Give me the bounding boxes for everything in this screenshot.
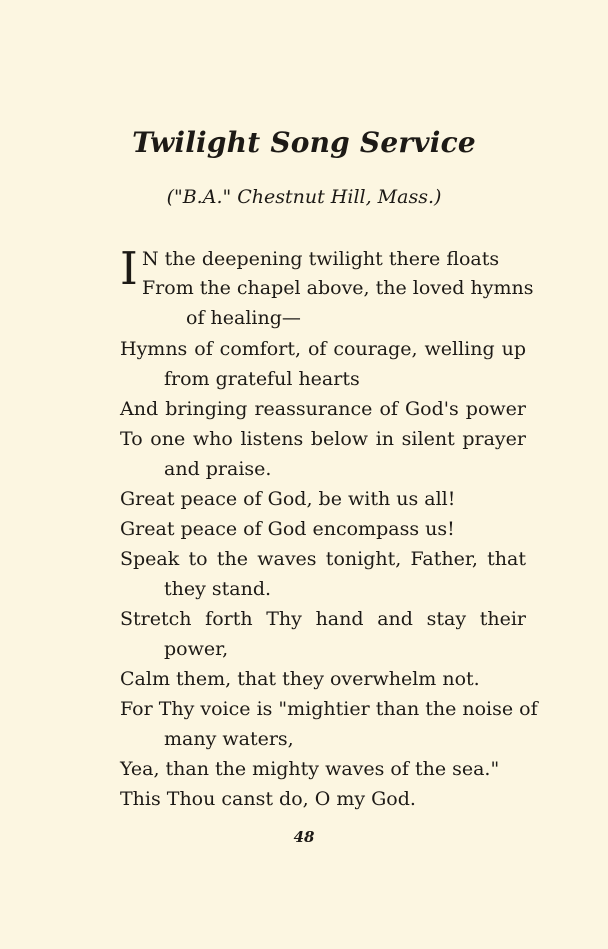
poem-line: Great peace of God, be with us all! <box>120 488 456 510</box>
page-title: Twilight Song Service <box>132 126 476 159</box>
poem-line: Speak to the waves tonight, Father, that <box>120 548 526 570</box>
poem-line: and praise. <box>164 458 272 480</box>
poem-line: To one who listens below in silent prayer <box>120 428 526 450</box>
poem-line: Calm them, that they overwhelm not. <box>120 668 480 690</box>
poem-line: from grateful hearts <box>164 368 360 390</box>
drop-cap: I <box>120 242 138 295</box>
poem-line: many waters, <box>164 728 294 750</box>
poem-line: Great peace of God encompass us! <box>120 518 455 540</box>
poem-line: Yea, than the mighty waves of the sea." <box>120 758 500 780</box>
page-subtitle: ("B.A." Chestnut Hill, Mass.) <box>166 186 442 208</box>
page-number: 48 <box>293 828 315 846</box>
poem-line: This Thou canst do, O my God. <box>120 788 416 810</box>
poem-line: From the chapel above, the loved hymns <box>142 277 534 299</box>
poem-line: they stand. <box>164 578 272 600</box>
poem-line: Stretch forth Thy hand and stay their <box>120 608 526 630</box>
poem-line: For Thy voice is "mightier than the noise of <box>120 698 538 720</box>
poem-line: of healing— <box>186 307 301 329</box>
poem-line: And bringing reassurance of God's power <box>120 398 526 420</box>
poem-line: power, <box>164 638 229 660</box>
poem-line: N the deepening twilight there floats <box>142 248 500 270</box>
poem-line: Hymns of comfort, of courage, welling up <box>120 338 526 360</box>
